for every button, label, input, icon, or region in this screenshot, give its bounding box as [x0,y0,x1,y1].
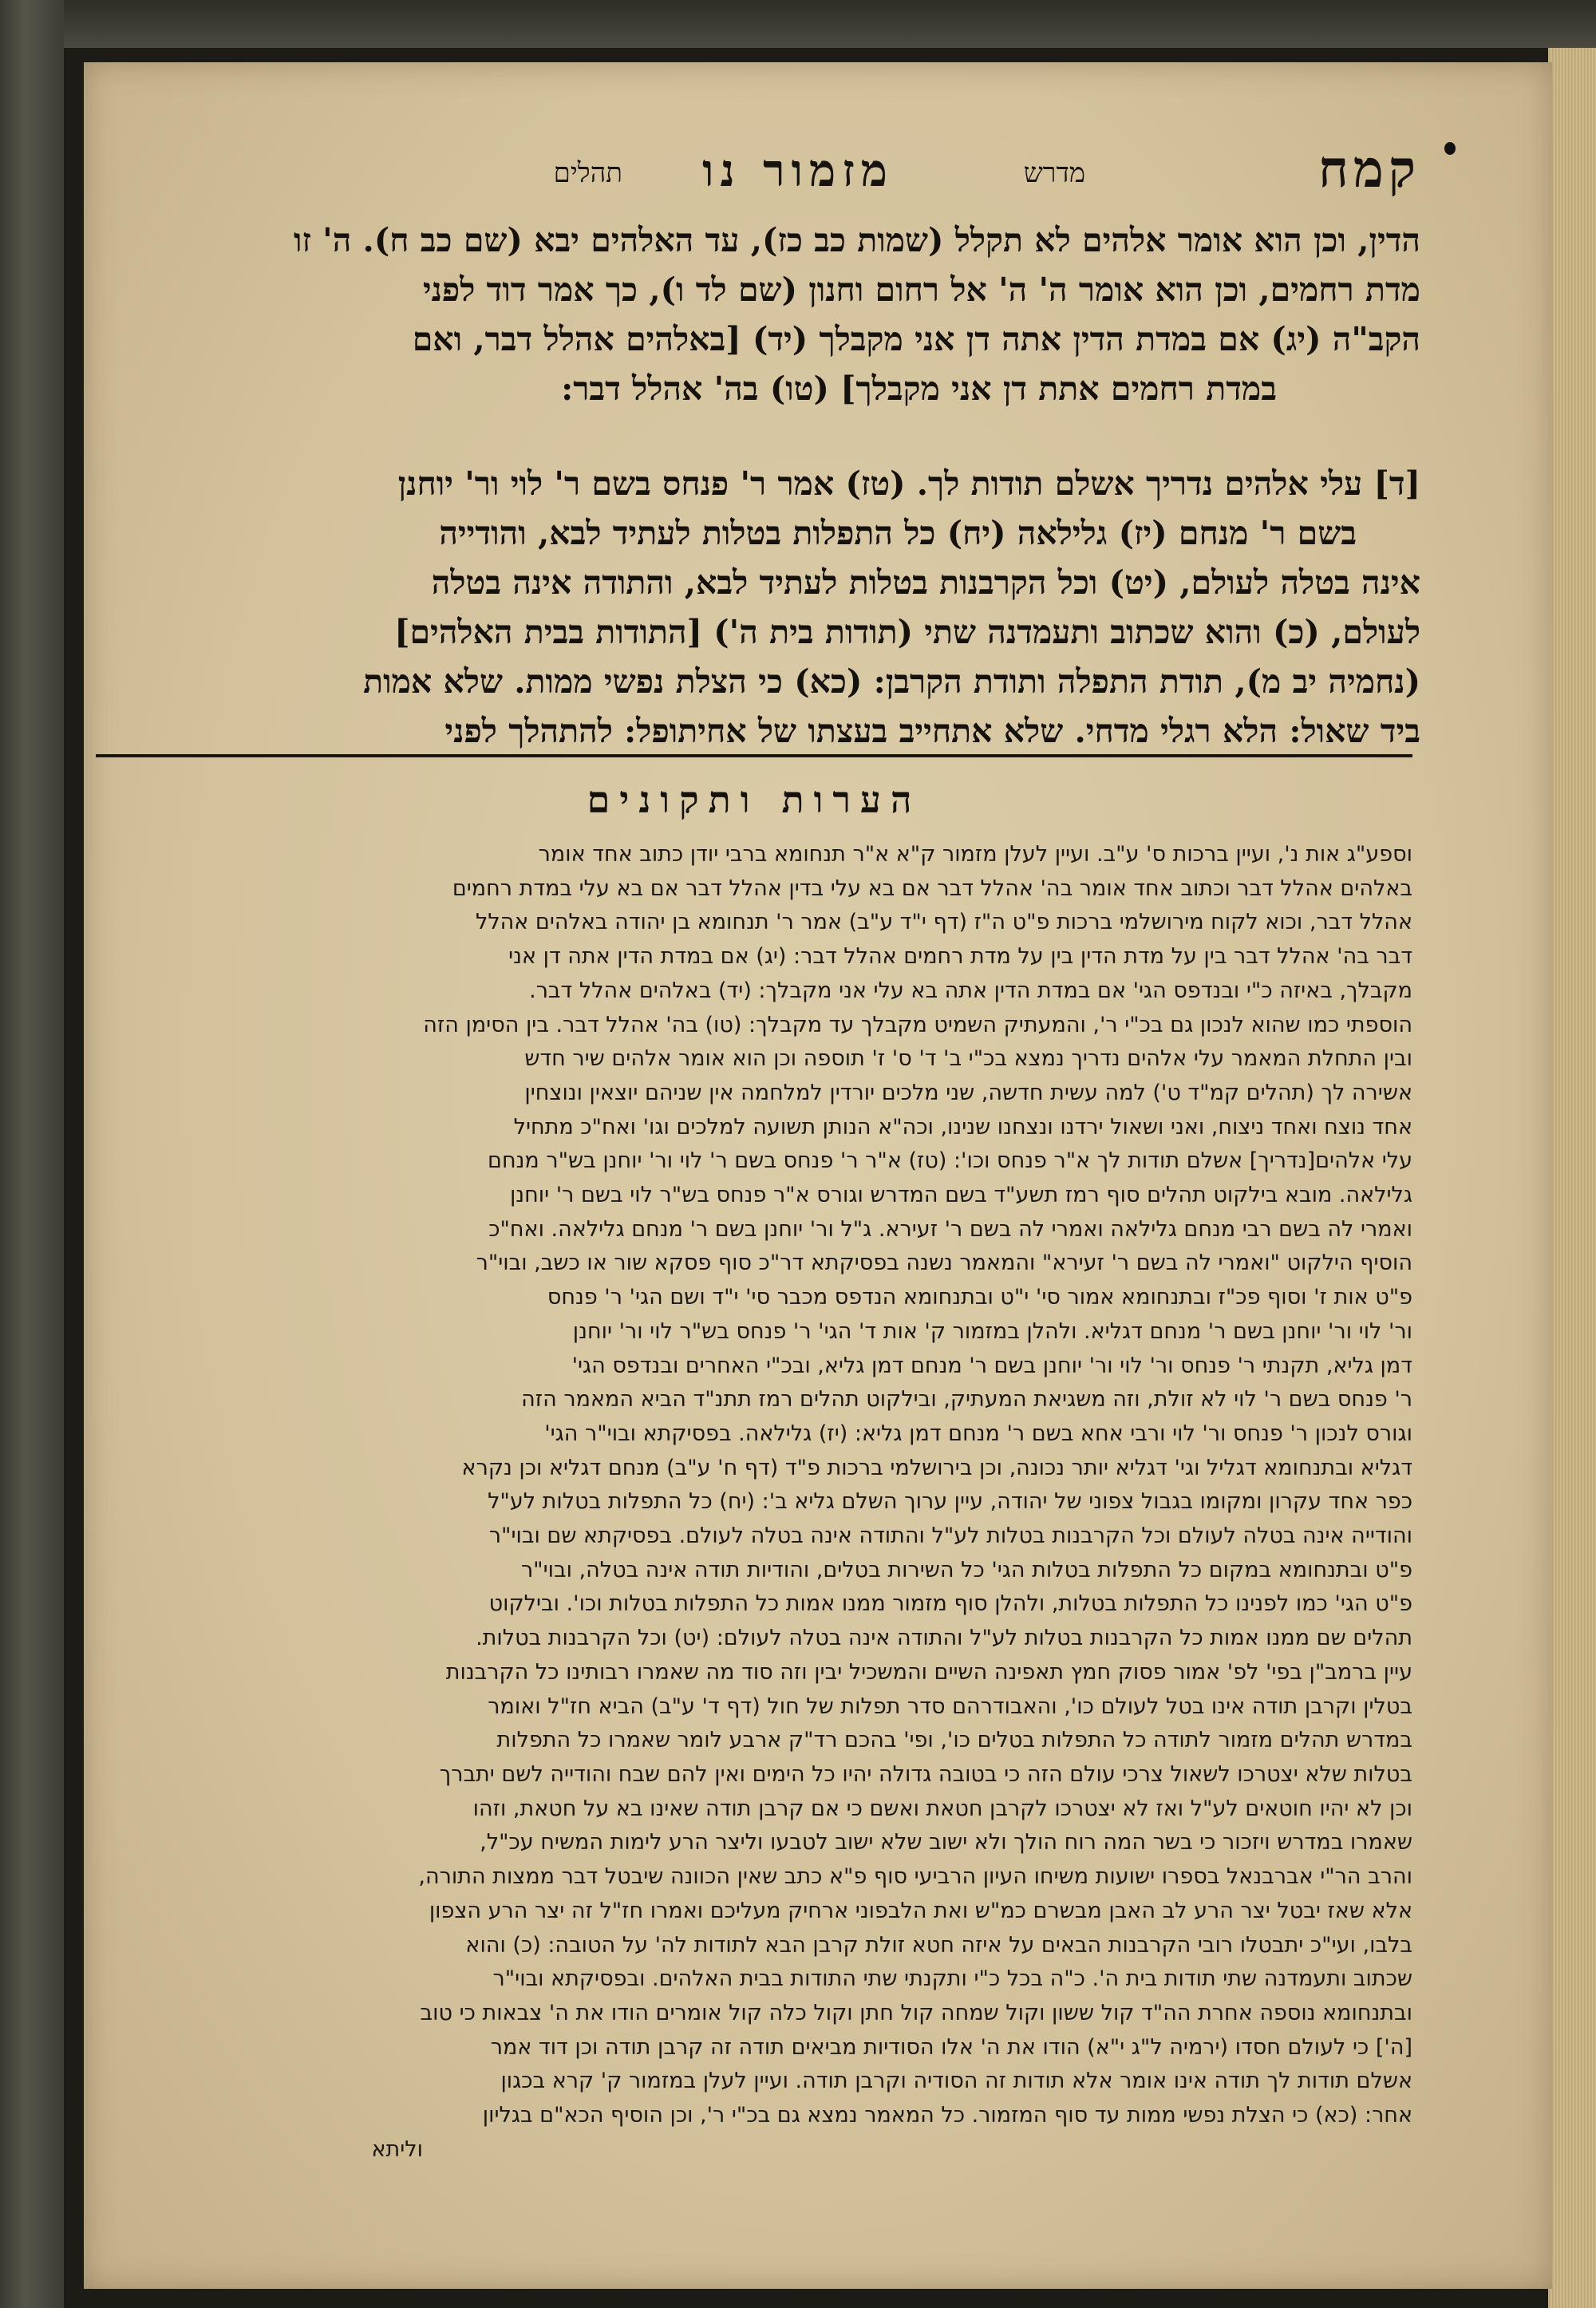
note-line: הוסיף הילקוט "ואמרי לה בשם ר' זעירא" והמאמר נשנה בפסיקתא דר"כ סוף פסקא שור או כשב, ובוי"ר [476,1251,1412,1276]
main-text-paragraph-1 [112,215,1420,413]
note-line: בטלות שלא יצטרכו לשאול צרכי עולם הזה כי בטובה גדולה יהיו כל הימים ואין להם שבח והודייה לשם יתברך [439,1761,1412,1787]
note-line: אלא שאז יבטל יצר הרע לב האבן מבשרם כמ"ש ואת הלבפוני ארחיק מעליכם ואמרו חז"ל זה יצר הרע הצפון [429,1898,1412,1923]
notes-title: הערות ותקונים [587,778,922,821]
note-line: פ"ט הגי' כמו לפנינו כל התפלות בטלות, ולהלן סוף מזמור ממנו אמות כל התפלות בטלות וכו'. ובילקוט [488,1591,1412,1617]
main-line: במדת רחמים אתת דן אני מקבלך] (טו) בה' אהלל דבר: [561,370,1277,408]
note-line: אחד נוצח ואחד ניצוח, ואני ושאול ירדנו ונצחנו שנינו, וכה"א הנותן תשועה למלכים וגו' ואח"כ מתחיל [513,1114,1412,1140]
section-divider [96,754,1412,757]
note-line: ובתנחומא נוספה אחרת הה"ד קול ששון וקול שמחה קול חתן וקול כלה קול אומרים הודו את ה' צבאות כי טוב [420,2000,1412,2025]
page-number: קמח [1317,140,1420,200]
main-text-paragraph-2 [112,459,1420,756]
note-line: תהלים שם ממנו אמות כל הקרבנות בטלות לע"ל והתודה אינה בטלה לעולם: (יט) וכל הקרבנות בטלות. [476,1626,1412,1651]
note-line: בטלין וקרבן תודה אינו בטל לעולם כו', והאבודרהם סדר תפלות של חול (דף ד' ע"ב) הביא חז"ל ואומר [488,1693,1412,1719]
header-midrash: מדרש [1023,157,1085,189]
note-line: פ"ט אות ז' וסוף פכ"ז ובתנחומא אמור סי' י"ט ובתנחומא הנדפס מכבר סי' י"ד ושם הגי' ר' פנחס [547,1285,1412,1310]
main-line: אינה בטלה לעולם, (יט) וכל הקרבנות בטלות לעתיד לבא, והתודה אינה בטלה [431,563,1420,602]
note-line: ובין התחלת המאמר עלי אלהים נדריך נמצא בכ"י ב' ד' ס' ז' תוספה וכן הוא אומר אלהים שיר חדש [524,1046,1412,1072]
note-line-tail: וליתא [371,2136,423,2162]
note-line: דבר בה' אהלל דבר בין על מדת הדין בין על מדת רחמים אהלל דבר: (יג) אם במדת הדין אתה דן אני [508,944,1412,970]
note-line: והודייה אינה בטלה לעולם וכל הקרבנות בטלות לע"ל והתודה אינה בטלה לעולם. בפסיקתא שם ובוי"ר [488,1524,1412,1549]
note-line: [ה'] כי לעולם חסדו (ירמיה ל"ג י"א) הודו את ה' אלו הסודיות מביאים תודה זה קרבן תודה וכן דוד אמר [490,2034,1412,2060]
note-line: גלילאה. מובא בילקוט תהלים סוף רמז תשע"ד בשם המדרש וגורס א"ר פנחס בש"ר לוי בשם ר' יוחנן [509,1183,1412,1208]
main-line: הקב"ה (יג) אם במדת הדין אתה דן אני מקבלך (יד) [באלהים אהלל דבר, ואם [412,320,1420,358]
note-line: בלבו, ועי"כ יתבטלו רובי הקרבנות הבאים על איזה חטא זולת קרבן הבא לתודות לה' על הטובה: (כ) והוא [465,1932,1412,1958]
note-line: שאמרו במדרש ויזכור כי בשר המה רוח הולך ולא ישוב שלא ישוב לטבעו וליצר הרע לימות המשיח עכ"ל, [480,1830,1412,1855]
main-line: בשם ר' מנחם (יז) גלילאה (יח) כל התפלות בטלות לעתיד לבא, והודייה [439,514,1357,552]
note-line: דגליא ובתנחומא דגליל וגי' דגליא יותר נכונה, וכן בירושלמי ברכות פ"ד (דף ח' ע"ב) מנחם דגליא וכן נקרא [461,1455,1412,1480]
book-cover-edge [0,0,64,2308]
notes-body [96,838,1412,2167]
note-line: עיין ברמב"ן בפי' לפ' אמור פסוק חמץ תאפינה השיים והמשכיל יבין וזה סוד מה שאמרו רבותינו כל הקרבנות [445,1659,1412,1685]
note-line: במדרש תהלים מזמור לתודה כל התפלות בטלים כו', ופי' בהכם רד"ק ארבע לומר שאמרו כל התפלות [496,1728,1412,1753]
note-line: ר' פנחס בשם ר' לוי לא זולת, וזה משגיאת המעתיק, ובילקוט תהלים רמז תתנ"ד הביא המאמר הזה [521,1387,1412,1413]
note-line: ור' לוי ור' יוחנן בשם ר' מנחם דגליא. ולהלן במזמור ק' אות ד' הגי' ר' פנחס בש"ר לוי ור' יוחנן [572,1318,1412,1344]
note-line: פ"ט ובתנחומא במקום כל התפלות בטלות הגי' כל השירות בטלים, והודיות תודה אינה בטלה, ובוי"ר [520,1557,1412,1583]
running-header [104,140,1420,211]
note-line: וספע"ג אות נ', ועיין ברכות ס' ע"ב. ועיין לעלן מזמור ק"א א"ר תנחומא ברבי יודן כתוב אחד אומר [538,842,1412,867]
main-line: מדת רחמים, וכן הוא אומר ה' ה' אל רחום וחנון (שם לד ו), כך אמר דוד לפני [422,271,1420,309]
note-line: והרב הר"י אברבנאל בספרו ישועות משיחו העיון הרביעי סוף פ"א כתב שאין הכוונה שיבטל דבר ממצות התורה, [418,1864,1412,1890]
note-line: עלי אלהים[נדריך] אשלם תודות לך א"ר פנחס וכו': (טז) א"ר ר' פנחס בשם ר' לוי ור' יוחנן בש"ר מנחם [488,1148,1412,1174]
note-line: מקבלך, באיזה כ"י ובנדפס הגי' אם במדת הדין אתה בא עלי אני מקבלך: (יד) באלהים אהלל דבר. [529,978,1412,1003]
note-line: דמן גליא, תקנתי ר' פנחס ור' לוי ור' יוחנן בשם ר' מנחם דמן גליא, ובכ"י האחרים ובנדפס הגי' [571,1353,1412,1378]
note-line: ואמרי לה בשם רבי מנחם גלילאה ואמרי לה בשם ר' זעירא. ג"ל ור' יוחנן בשם ר' מנחם גלילאה. ואח"כ [488,1216,1412,1242]
header-book: תהלים [553,157,622,189]
note-line: וגורס לנכון ר' פנחס ור' לוי ורבי אחא בשם ר' מנחם דמן גליא: (יז) גלילאה. בפסיקתא ובוי"ר הגי' [544,1421,1412,1446]
note-line: באלהים אהלל דבר וכתוב אחד אומר בה' אהלל דבר אם בא עלי בדין אהלל דבר אם בא עלי במדת רחמים [452,875,1412,901]
ink-dot [1444,142,1456,155]
note-line: וכן לא יהיו חוטאים לע"ל ואז לא יצטרכו לקרבן חטאת ואשם כי אם קרבן תודה שאינו בא על חטאת, וזהו [472,1796,1412,1821]
book-cover-top [0,0,1596,48]
page-fore-edge [1548,48,1596,2308]
note-line: אשלם תודות לך תודה אינו אומר אלא תודות זה הסודיה וקרבן תודה. ועיין לעלן במזמור ק' קרא בכגון [500,2069,1412,2094]
header-psalm: מזמור נו [702,144,894,197]
main-line: [ד] עלי אלהים נדריך אשלם תודות לך. (טז) אמר ר' פנחס בשם ר' לוי ור' יוחנן [397,464,1420,503]
note-line: אהלל דבר, וכוא לקוח מירושלמי ברכות פ"ט ה"ז (דף י"ד ע"ב) אמר ר' תנחומא בן יהודה באלהים אהלל [475,910,1412,935]
note-line: כפר אחד עקרון ומקומו בגבול צפוני של יהודה, עיין ערוך השלם גליא ב': (יח) כל התפלות בטלות לע"ל [488,1489,1412,1515]
note-line: אחר: (כא) כי הצלת נפשי ממות עד סוף המזמור. כל המאמר נמצא גם בכ"י ר', וכן הוסיף הכא"ם בגליון [482,2103,1412,2128]
note-line: אשירה לך (תהלים קמ"ד ט') למה עשית חדשה, שני מלכים יורדין למלחמה אין שניהם יוצאין ונוצחין [524,1080,1412,1105]
note-line: הוספתי כמו שהוא לנכון גם בכ"י ר', והמעתיק השמיט מקבלך עד מקבלך: (טו) בה' אהלל דבר. בין הסימן הזה [423,1012,1412,1037]
main-line: ביד שאול: הלא רגלי מדחי. שלא אתחייב בעצתו של אחיתופל: להתהלך לפני [444,712,1420,750]
main-line: (נחמיה יב מ), תודת התפלה ותודת הקרבן: (כא) כי הצלת נפשי ממות. שלא אמות [363,662,1420,701]
main-line: הדין, וכן הוא אומר אלהים לא תקלל (שמות כב כז), עד האלהים יבא (שם כב ח). ה' זו [293,221,1420,259]
main-line: לעולם, (כ) והוא שכתוב ותעמדנה שתי (תודות בית ה') [התודות בבית האלהים] [394,613,1420,651]
note-line: שכתוב ותעמדנה שתי תודות בית ה'. כ"ה בכל כ"י ותקנתי שתי התודות בבית האלהים. ובפסיקתא ובוי"ר [492,1966,1412,1992]
